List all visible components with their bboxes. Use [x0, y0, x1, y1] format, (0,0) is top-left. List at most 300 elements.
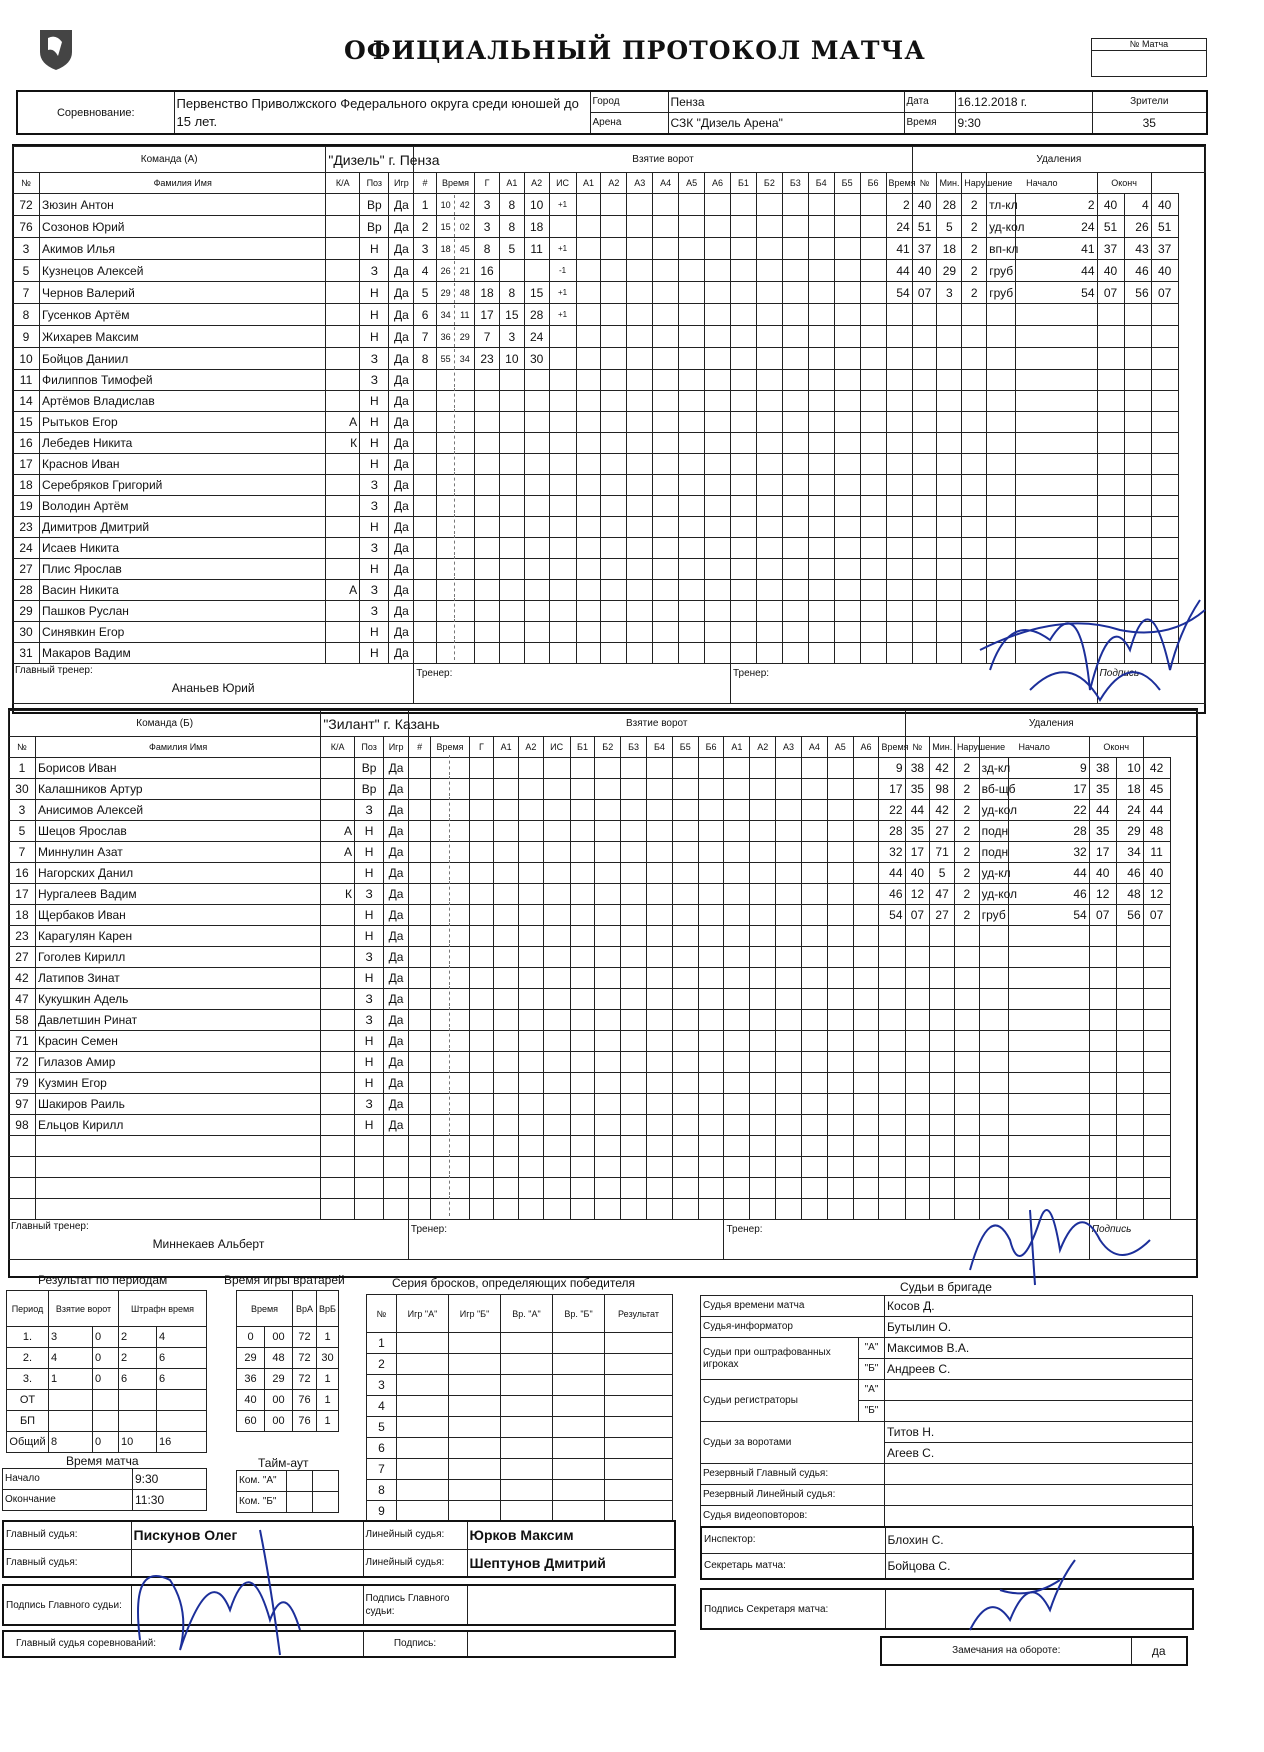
player-position: Н	[355, 842, 384, 863]
signature-coach-a	[970, 570, 1210, 720]
goal-zone-cell	[724, 884, 750, 905]
goal-cell	[518, 758, 543, 779]
goal-zone-cell	[756, 194, 782, 216]
divider	[431, 1175, 450, 1195]
goal-cell	[524, 433, 549, 454]
goal-zone-cell	[698, 1157, 724, 1178]
penalty-player	[930, 989, 955, 1010]
goal-zone-cell	[782, 643, 808, 664]
goal-zone-cell	[782, 475, 808, 496]
goal-zone-cell	[776, 1115, 802, 1136]
player-number: 29	[13, 601, 40, 622]
penalty-end-sec	[1151, 304, 1178, 326]
penalty-start-min: 32	[1008, 842, 1089, 863]
penalty-player	[937, 370, 962, 391]
player-role	[326, 391, 360, 412]
goalie-cell: 60	[237, 1411, 265, 1432]
goal-zone-cell	[801, 779, 827, 800]
goalie-cell: 30	[317, 1348, 339, 1369]
goal-zone-cell	[698, 989, 724, 1010]
table-row	[367, 1459, 673, 1480]
penalty-min: 17	[879, 779, 905, 800]
column-header: #	[414, 173, 437, 194]
table-row	[7, 1390, 207, 1411]
table-row	[13, 475, 1206, 496]
penalty-min	[886, 433, 912, 454]
goal-zone-cell	[750, 1157, 776, 1178]
goal-cell	[414, 538, 437, 559]
goal-zone-cell	[595, 1010, 621, 1031]
competition-name: Первенство Приволжского Федерального округа среди юношей до 15 лет.	[174, 91, 590, 134]
goal-cell	[414, 412, 437, 433]
penalty-minutes	[962, 391, 987, 412]
goal-zone-cell	[627, 282, 653, 304]
player-role: А	[321, 821, 355, 842]
player-position: Н	[360, 282, 389, 304]
goal-cell	[499, 412, 524, 433]
table-row	[9, 989, 1198, 1010]
goal-zone-cell	[801, 1178, 827, 1199]
table-row	[9, 1052, 1198, 1073]
goal-zone-cell	[776, 1199, 802, 1220]
penalty-start-sec	[1089, 1031, 1116, 1052]
period-cell	[93, 1390, 119, 1411]
goal-zone-cell	[647, 842, 673, 863]
goal-cell: 8	[475, 238, 500, 260]
player-number: 18	[9, 905, 36, 926]
goal-zone-cell	[860, 194, 886, 216]
shootout-cell	[449, 1417, 501, 1438]
penalty-start-sec	[1089, 1052, 1116, 1073]
goal-zone-cell	[782, 391, 808, 412]
coach-label: Главный тренер:	[15, 665, 93, 676]
goal-zone-cell	[627, 496, 653, 517]
column-header: Мин.	[937, 173, 962, 194]
goal-zone-cell	[627, 216, 653, 238]
penalty-end-sec	[1143, 1073, 1170, 1094]
trainer-label: Тренер:	[732, 668, 770, 679]
penalty-infraction	[987, 348, 1016, 370]
goalie-cell: 48	[265, 1348, 293, 1369]
goal-zone-cell	[724, 926, 750, 947]
player-position: Н	[360, 391, 389, 412]
goal-cell	[549, 496, 576, 517]
goal-zone-cell	[724, 863, 750, 884]
goal-zone-cell	[808, 454, 834, 475]
penalty-minutes	[954, 1115, 979, 1136]
goal-zone-cell	[653, 622, 679, 643]
goal-zone-cell	[776, 1136, 802, 1157]
penalty-end-sec	[1143, 926, 1170, 947]
sign-label: Подпись	[1099, 668, 1140, 679]
penalty-end-min	[1124, 433, 1151, 454]
table-row	[9, 842, 1198, 863]
table-row	[237, 1411, 339, 1432]
goal-zone-cell	[801, 1094, 827, 1115]
goal-zone-cell	[801, 1115, 827, 1136]
divider	[431, 1049, 450, 1069]
goal-zone-cell	[705, 348, 731, 370]
goal-cell: 8	[499, 282, 524, 304]
goal-zone-cell	[705, 370, 731, 391]
goal-cell	[408, 947, 430, 968]
goal-zone-cell	[782, 304, 808, 326]
goal-zone-cell	[834, 622, 860, 643]
goal-zone-cell	[750, 1052, 776, 1073]
penalty-start-min: 54	[1008, 905, 1089, 926]
goal-zone-cell	[801, 1136, 827, 1157]
penalty-sec	[905, 1115, 930, 1136]
goal-zone-cell	[705, 538, 731, 559]
penalty-player	[937, 496, 962, 517]
column-header: К/А	[326, 173, 360, 194]
goal-cell	[518, 989, 543, 1010]
goal-zone-cell	[750, 947, 776, 968]
goal-zone-cell	[647, 947, 673, 968]
goal-zone-cell	[801, 758, 827, 779]
shootout-number: 1	[367, 1333, 397, 1354]
table-row	[13, 454, 1206, 475]
column-header: #	[408, 737, 430, 758]
column-header: А2	[750, 737, 776, 758]
column-header: А1	[576, 173, 601, 194]
player-position: Вр	[355, 758, 384, 779]
goal-cell	[518, 779, 543, 800]
goal-zone-cell	[801, 989, 827, 1010]
penalty-infraction	[979, 1115, 1008, 1136]
goal-zone-cell	[595, 968, 621, 989]
player-role	[326, 194, 360, 216]
table-row	[13, 348, 1206, 370]
shield-logo-icon	[36, 26, 76, 72]
goal-zone-cell	[750, 1199, 776, 1220]
penalty-end-min: 26	[1124, 216, 1151, 238]
penalty-start-sec	[1097, 475, 1124, 496]
goal-zone-cell	[750, 884, 776, 905]
goal-zone-cell	[627, 348, 653, 370]
goal-zone-cell	[627, 370, 653, 391]
column-header: Б6	[698, 737, 724, 758]
goal-zone-cell	[570, 905, 595, 926]
column-header: А1	[724, 737, 750, 758]
goal-zone-cell	[653, 643, 679, 664]
table-row	[13, 433, 1206, 454]
penalty-start-min: 44	[1016, 260, 1097, 282]
goal-zone-cell	[601, 601, 627, 622]
shootout-number: 7	[367, 1459, 397, 1480]
goal-zone-cell	[679, 433, 705, 454]
table-row	[9, 947, 1198, 968]
goal-zone-cell	[853, 1157, 879, 1178]
goal-cell: 18	[475, 282, 500, 304]
goal-zone-cell	[724, 968, 750, 989]
penalty-sec: 37	[912, 238, 937, 260]
player-position: Н	[360, 433, 389, 454]
player-number: 16	[9, 863, 36, 884]
goal-zone-cell	[853, 926, 879, 947]
coach-label: Главный тренер:	[11, 1221, 89, 1232]
shootout-number: 5	[367, 1417, 397, 1438]
penalty-infraction: уд-кл	[979, 863, 1008, 884]
goal-zone-cell	[834, 643, 860, 664]
period-cell	[119, 1390, 157, 1411]
goal-zone-cell	[576, 622, 601, 643]
player-number: 17	[9, 884, 36, 905]
goal-zone-cell	[679, 559, 705, 580]
goal-zone-cell	[853, 758, 879, 779]
goal-zone-cell	[570, 863, 595, 884]
penalty-start-sec	[1097, 496, 1124, 517]
goal-zone-cell	[653, 412, 679, 433]
table-row	[9, 863, 1198, 884]
period-cell: 6	[157, 1369, 207, 1390]
table-row	[13, 216, 1206, 238]
goal-cell	[518, 1199, 543, 1220]
goal-cell	[469, 842, 494, 863]
goal-zone-cell	[627, 580, 653, 601]
player-position: Н	[360, 304, 389, 326]
goal-cell	[475, 433, 500, 454]
goal-zone-cell	[860, 391, 886, 412]
penalty-infraction	[987, 326, 1016, 348]
player-position	[355, 1199, 384, 1220]
team-name: "Зилант" г. Казань	[321, 711, 409, 737]
penalty-infraction: зд-кл	[979, 758, 1008, 779]
shootout-number: 2	[367, 1354, 397, 1375]
player-position: Н	[355, 1115, 384, 1136]
penalty-minutes: 2	[962, 238, 987, 260]
column-header: Мин.	[930, 737, 955, 758]
inspector-table: Инспектор: Блохин С. Секретарь матча: Бойцова С.	[700, 1526, 1194, 1580]
goal-cell	[469, 1136, 494, 1157]
goal-zone-cell	[801, 1010, 827, 1031]
period-cell: 3.	[7, 1369, 49, 1390]
player-role: А	[326, 580, 360, 601]
goal-cell	[469, 758, 494, 779]
goal-zone-cell	[827, 779, 853, 800]
penalty-end-min	[1124, 496, 1151, 517]
goal-cell	[408, 1115, 430, 1136]
table-row	[9, 758, 1198, 779]
penalty-player	[930, 947, 955, 968]
goal-zone-cell	[808, 348, 834, 370]
goal-cell	[494, 1073, 519, 1094]
goal-zone-cell	[827, 1115, 853, 1136]
goal-cell	[543, 1178, 570, 1199]
penalty-start-sec: 40	[1097, 194, 1124, 216]
penalty-start-min: 17	[1008, 779, 1089, 800]
goal-cell	[469, 863, 494, 884]
goal-time	[436, 238, 474, 260]
player-number: 30	[13, 622, 40, 643]
penalty-end-min: 46	[1124, 260, 1151, 282]
goal-zone-cell	[679, 216, 705, 238]
goal-zone-cell	[653, 517, 679, 538]
goal-zone-cell	[756, 454, 782, 475]
goal-cell	[494, 1052, 519, 1073]
goal-zone-cell	[679, 304, 705, 326]
penalty-end-sec	[1143, 968, 1170, 989]
penalty-min	[879, 1199, 905, 1220]
goal-zone-cell	[801, 1199, 827, 1220]
goal-cell	[475, 559, 500, 580]
player-position: З	[360, 348, 389, 370]
penalty-start-sec	[1089, 1115, 1116, 1136]
penalty-min: 28	[879, 821, 905, 842]
player-played: Да	[389, 260, 414, 282]
column-header: Б2	[595, 737, 621, 758]
player-number: 14	[13, 391, 40, 412]
goal-zone-cell	[595, 884, 621, 905]
goal-cell: 28	[524, 304, 549, 326]
goal-zone-cell	[672, 800, 698, 821]
goal-zone-cell	[705, 475, 731, 496]
goal-cell	[543, 1073, 570, 1094]
penalty-player	[937, 559, 962, 580]
goal-cell	[408, 1010, 430, 1031]
player-name: Ельцов Кирилл	[35, 1115, 320, 1136]
goal-cell	[469, 800, 494, 821]
goal-cell	[499, 454, 524, 475]
penalty-minutes	[962, 475, 987, 496]
goal-cell: 23	[475, 348, 500, 370]
player-role	[321, 1052, 355, 1073]
goal-zone-cell	[576, 601, 601, 622]
goal-zone-cell	[860, 216, 886, 238]
player-number: 27	[13, 559, 40, 580]
goal-zone-cell	[621, 1010, 647, 1031]
goal-zone-cell	[576, 238, 601, 260]
goal-zone-cell	[621, 863, 647, 884]
remarks-table: Замечания на обороте: да	[880, 1636, 1188, 1666]
goal-zone-cell	[776, 884, 802, 905]
column-header: Игр	[389, 173, 414, 194]
penalty-start-sec: 51	[1097, 216, 1124, 238]
player-name: Акимов Илья	[40, 238, 326, 260]
goal-cell	[499, 370, 524, 391]
penalty-min	[886, 517, 912, 538]
shootout-cell	[605, 1375, 673, 1396]
penalty-start-min: 46	[1008, 884, 1089, 905]
penalty-min	[886, 454, 912, 475]
goal-cell	[469, 821, 494, 842]
penalty-minutes: 2	[954, 884, 979, 905]
player-number: 42	[9, 968, 36, 989]
penalty-sec	[912, 412, 937, 433]
column-header: Оконч	[1097, 173, 1151, 194]
goal-zone-cell	[801, 905, 827, 926]
goal-zone-cell	[705, 496, 731, 517]
column-header: А1	[494, 737, 519, 758]
goal-sec: 02	[459, 222, 470, 232]
penalty-minutes	[962, 433, 987, 454]
trainer-label: Тренер:	[416, 668, 453, 679]
goal-zone-cell	[621, 821, 647, 842]
divider	[431, 797, 450, 817]
goal-zone-cell	[570, 821, 595, 842]
penalty-start-sec	[1089, 926, 1116, 947]
shootout-cell	[501, 1396, 553, 1417]
goal-zone-cell	[621, 947, 647, 968]
divider	[431, 1133, 450, 1153]
goal-zone-cell	[756, 559, 782, 580]
goal-zone-cell	[570, 1178, 595, 1199]
player-position: З	[355, 1094, 384, 1115]
goal-cell	[494, 821, 519, 842]
goal-zone-cell	[801, 1073, 827, 1094]
goal-zone-cell	[621, 779, 647, 800]
penalty-start-min	[1008, 989, 1089, 1010]
goal-zone-cell	[601, 391, 627, 412]
penalty-minutes	[962, 370, 987, 391]
penalty-sec	[912, 601, 937, 622]
penalty-start-min	[1008, 947, 1089, 968]
goal-zone-cell	[808, 260, 834, 282]
goal-cell	[524, 412, 549, 433]
player-name: Димитров Дмитрий	[40, 517, 326, 538]
penalty-sec: 40	[912, 260, 937, 282]
shootout-number: 3	[367, 1375, 397, 1396]
goal-zone-cell	[853, 1052, 879, 1073]
goal-zone-cell	[570, 1199, 595, 1220]
player-role	[326, 282, 360, 304]
goal-zone-cell	[730, 260, 756, 282]
goal-zone-cell	[860, 260, 886, 282]
goal-cell: 10	[499, 348, 524, 370]
goal-zone-cell	[834, 238, 860, 260]
penalty-end-sec	[1143, 989, 1170, 1010]
goal-zone-cell	[679, 370, 705, 391]
goal-zone-cell	[576, 580, 601, 601]
table-row	[9, 1073, 1198, 1094]
goal-zone-cell	[724, 1199, 750, 1220]
penalty-player: 98	[930, 779, 955, 800]
divider	[431, 860, 450, 880]
divider	[437, 493, 456, 513]
goal-cell	[549, 348, 576, 370]
penalty-sec: 40	[905, 863, 930, 884]
goal-zone-cell	[782, 538, 808, 559]
player-name: Анисимов Алексей	[35, 800, 320, 821]
trainer-cell	[408, 1220, 724, 1260]
goalie-time-table: Время ВрА ВрБ 0 00 72 1 29 48 72 30 36 29 72 1 40 00 76 1 60 00 76 1	[236, 1290, 339, 1432]
goal-zone-cell	[808, 643, 834, 664]
period-cell	[157, 1390, 207, 1411]
player-name: Исаев Никита	[40, 538, 326, 559]
penalty-player: 3	[937, 282, 962, 304]
goal-zone-cell	[776, 905, 802, 926]
trainer-label: Тренер:	[410, 1224, 448, 1235]
goal-zone-cell	[570, 926, 595, 947]
goal-zone-cell	[834, 326, 860, 348]
goal-zone-cell	[827, 926, 853, 947]
goal-time	[436, 326, 474, 348]
player-role	[321, 968, 355, 989]
penalty-end-sec: 11	[1143, 842, 1170, 863]
shootout-cell	[553, 1480, 605, 1501]
player-position: Вр	[355, 779, 384, 800]
column-header: А5	[827, 737, 853, 758]
player-position: Н	[355, 1031, 384, 1052]
player-played: Да	[384, 1094, 409, 1115]
goal-zone-cell	[698, 800, 724, 821]
goal-zone-cell	[698, 842, 724, 863]
goal-cell: +1	[549, 282, 576, 304]
goal-cell	[494, 1199, 519, 1220]
penalty-start-sec: 40	[1097, 260, 1124, 282]
player-number	[9, 1178, 36, 1199]
penalty-min	[886, 601, 912, 622]
